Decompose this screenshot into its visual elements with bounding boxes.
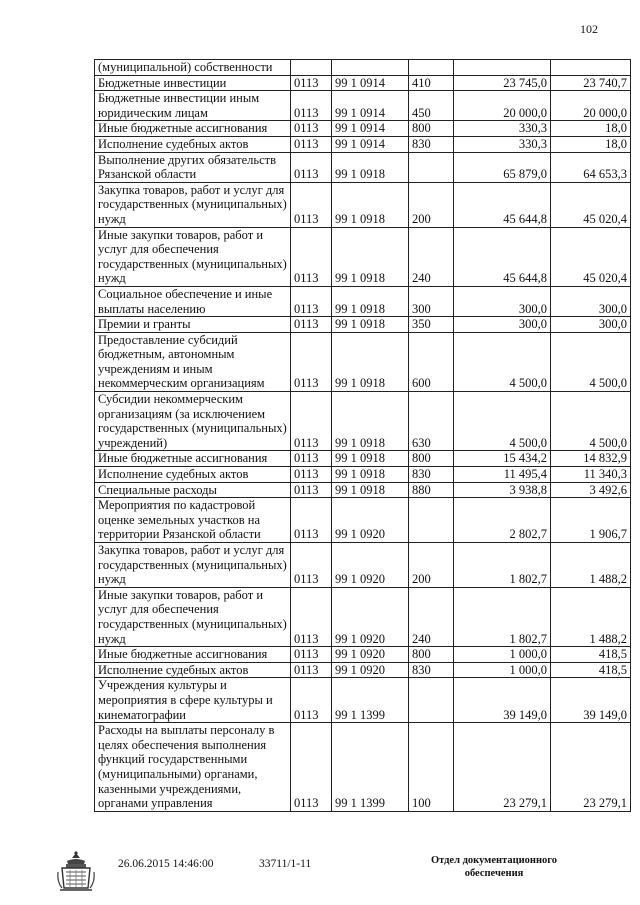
row-name: Выполнение других обязательств Рязанской области xyxy=(95,152,291,182)
table-row xyxy=(95,182,631,227)
row-amount-executed: 418,5 xyxy=(551,647,631,663)
row-section: 0113 xyxy=(291,286,332,316)
row-name: Иные закупки товаров, работ и услуг для обеспечения государственных (муниципальных) нужд xyxy=(95,587,291,646)
row-amount-executed: 1 488,2 xyxy=(551,587,631,646)
row-type xyxy=(409,498,454,543)
row-section: 0113 xyxy=(291,543,332,588)
row-amount-planned: 23 745,0 xyxy=(454,75,551,91)
row-section: 0113 xyxy=(291,662,332,678)
row-article: 99 1 0914 xyxy=(332,75,409,91)
row-article: 99 1 0918 xyxy=(332,482,409,498)
row-amount-planned: 3 938,8 xyxy=(454,482,551,498)
row-type: 800 xyxy=(409,451,454,467)
row-section: 0113 xyxy=(291,482,332,498)
row-section: 0113 xyxy=(291,75,332,91)
row-amount-executed: 418,5 xyxy=(551,662,631,678)
row-section xyxy=(291,60,332,76)
row-article: 99 1 0920 xyxy=(332,647,409,663)
row-article xyxy=(332,60,409,76)
row-amount-executed: 1 906,7 xyxy=(551,498,631,543)
row-article: 99 1 0914 xyxy=(332,136,409,152)
row-name: Учреждения культуры и мероприятия в сфере культуры и кинематографии xyxy=(95,678,291,723)
row-section: 0113 xyxy=(291,136,332,152)
table-row xyxy=(95,662,631,678)
row-article: 99 1 0920 xyxy=(332,543,409,588)
row-section: 0113 xyxy=(291,152,332,182)
table-row xyxy=(95,723,631,812)
row-article: 99 1 0918 xyxy=(332,392,409,451)
row-section: 0113 xyxy=(291,91,332,121)
row-type: 600 xyxy=(409,332,454,391)
row-name: Предоставление субсидий бюджетным, автономным учреждениям и иным некоммерческим организациям xyxy=(95,332,291,391)
row-name: Исполнение судебных актов xyxy=(95,136,291,152)
row-section: 0113 xyxy=(291,182,332,227)
page-footer xyxy=(0,850,640,900)
row-article: 99 1 1399 xyxy=(332,678,409,723)
row-amount-executed: 4 500,0 xyxy=(551,392,631,451)
row-article: 99 1 0920 xyxy=(332,662,409,678)
row-type: 200 xyxy=(409,182,454,227)
row-type: 830 xyxy=(409,136,454,152)
row-amount-planned: 45 644,8 xyxy=(454,182,551,227)
row-section: 0113 xyxy=(291,227,332,286)
table-row xyxy=(95,498,631,543)
table-row xyxy=(95,227,631,286)
row-amount-planned: 20 000,0 xyxy=(454,91,551,121)
row-article: 99 1 0914 xyxy=(332,121,409,137)
row-section: 0113 xyxy=(291,332,332,391)
row-amount-planned: 300,0 xyxy=(454,317,551,333)
row-article: 99 1 0918 xyxy=(332,332,409,391)
row-type: 800 xyxy=(409,121,454,137)
row-article: 99 1 1399 xyxy=(332,723,409,812)
row-name: Иные бюджетные ассигнования xyxy=(95,451,291,467)
row-amount-planned: 330,3 xyxy=(454,121,551,137)
row-type: 300 xyxy=(409,286,454,316)
row-name: Бюджетные инвестиции иным юридическим лицам xyxy=(95,91,291,121)
table-row xyxy=(95,75,631,91)
row-name: Расходы на выплаты персоналу в целях обеспечения выполнения функций государственными (муниципальными) органами, казенными учреждениями, органами управления xyxy=(95,723,291,812)
footer-department-line1: Отдел документационного xyxy=(430,855,558,866)
row-amount-executed: 45 020,4 xyxy=(551,227,631,286)
row-amount-executed: 1 488,2 xyxy=(551,543,631,588)
row-amount-executed: 300,0 xyxy=(551,317,631,333)
row-amount-planned: 11 495,4 xyxy=(454,467,551,483)
row-type: 630 xyxy=(409,392,454,451)
row-section: 0113 xyxy=(291,467,332,483)
footer-code: 33711/1-11 xyxy=(259,858,312,870)
table-row xyxy=(95,647,631,663)
row-section: 0113 xyxy=(291,498,332,543)
row-article: 99 1 0918 xyxy=(332,182,409,227)
row-name: (муниципальной) собственности xyxy=(95,60,291,76)
row-name: Исполнение судебных актов xyxy=(95,662,291,678)
row-article: 99 1 0918 xyxy=(332,467,409,483)
row-amount-executed: 3 492,6 xyxy=(551,482,631,498)
row-section: 0113 xyxy=(291,587,332,646)
table-row xyxy=(95,543,631,588)
row-type: 240 xyxy=(409,587,454,646)
row-section: 0113 xyxy=(291,723,332,812)
row-article: 99 1 0918 xyxy=(332,227,409,286)
row-amount-planned: 65 879,0 xyxy=(454,152,551,182)
row-amount-executed: 23 279,1 xyxy=(551,723,631,812)
row-article: 99 1 0920 xyxy=(332,587,409,646)
table-row xyxy=(95,136,631,152)
table-row xyxy=(95,451,631,467)
row-name: Премии и гранты xyxy=(95,317,291,333)
row-amount-planned: 4 500,0 xyxy=(454,332,551,391)
footer-date: 26.06.2015 14:46:00 xyxy=(118,858,214,870)
row-amount-planned: 1 000,0 xyxy=(454,647,551,663)
row-type xyxy=(409,152,454,182)
budget-table-body xyxy=(95,60,631,812)
row-article: 99 1 0918 xyxy=(332,286,409,316)
row-type: 800 xyxy=(409,647,454,663)
table-row xyxy=(95,286,631,316)
row-amount-planned: 2 802,7 xyxy=(454,498,551,543)
row-type: 240 xyxy=(409,227,454,286)
row-amount-executed: 20 000,0 xyxy=(551,91,631,121)
row-article: 99 1 0918 xyxy=(332,317,409,333)
row-amount-planned: 15 434,2 xyxy=(454,451,551,467)
row-name: Исполнение судебных актов xyxy=(95,467,291,483)
row-section: 0113 xyxy=(291,451,332,467)
row-section: 0113 xyxy=(291,317,332,333)
table-row xyxy=(95,60,631,76)
row-name: Субсидии некоммерческим организациям (за исключением государственных (муниципальных) учреждений) xyxy=(95,392,291,451)
row-name: Мероприятия по кадастровой оценке земельных участков на территории Рязанской области xyxy=(95,498,291,543)
table-row xyxy=(95,91,631,121)
footer-department xyxy=(414,854,574,880)
footer-department-line2: обеспечения xyxy=(464,868,524,879)
row-amount-planned xyxy=(454,60,551,76)
row-type: 450 xyxy=(409,91,454,121)
row-type: 100 xyxy=(409,723,454,812)
row-type: 410 xyxy=(409,75,454,91)
row-section: 0113 xyxy=(291,392,332,451)
row-amount-executed: 4 500,0 xyxy=(551,332,631,391)
row-amount-executed: 300,0 xyxy=(551,286,631,316)
row-amount-executed: 14 832,9 xyxy=(551,451,631,467)
row-section: 0113 xyxy=(291,678,332,723)
row-amount-executed: 11 340,3 xyxy=(551,467,631,483)
row-section: 0113 xyxy=(291,121,332,137)
table-row xyxy=(95,332,631,391)
row-amount-planned: 23 279,1 xyxy=(454,723,551,812)
row-amount-executed: 23 740,7 xyxy=(551,75,631,91)
row-amount-planned: 300,0 xyxy=(454,286,551,316)
row-article: 99 1 0918 xyxy=(332,152,409,182)
row-amount-executed: 18,0 xyxy=(551,121,631,137)
row-amount-executed: 45 020,4 xyxy=(551,182,631,227)
row-amount-executed: 64 653,3 xyxy=(551,152,631,182)
table-row xyxy=(95,392,631,451)
row-name: Бюджетные инвестиции xyxy=(95,75,291,91)
row-type: 200 xyxy=(409,543,454,588)
row-section: 0113 xyxy=(291,647,332,663)
table-row xyxy=(95,121,631,137)
budget-table xyxy=(94,59,631,812)
row-type: 830 xyxy=(409,467,454,483)
row-name: Иные бюджетные ассигнования xyxy=(95,121,291,137)
row-name: Социальное обеспечение и иные выплаты населению xyxy=(95,286,291,316)
row-name: Иные закупки товаров, работ и услуг для обеспечения государственных (муниципальных) нужд xyxy=(95,227,291,286)
row-article: 99 1 0914 xyxy=(332,91,409,121)
table-row xyxy=(95,482,631,498)
row-name: Иные бюджетные ассигнования xyxy=(95,647,291,663)
row-type xyxy=(409,678,454,723)
row-name: Закупка товаров, работ и услуг для государственных (муниципальных) нужд xyxy=(95,182,291,227)
row-amount-planned: 330,3 xyxy=(454,136,551,152)
row-article: 99 1 0920 xyxy=(332,498,409,543)
row-article: 99 1 0918 xyxy=(332,451,409,467)
table-row xyxy=(95,467,631,483)
row-type: 880 xyxy=(409,482,454,498)
page-number: 102 xyxy=(580,22,598,36)
row-type: 350 xyxy=(409,317,454,333)
row-amount-planned: 4 500,0 xyxy=(454,392,551,451)
row-amount-planned: 1 802,7 xyxy=(454,543,551,588)
table-row xyxy=(95,678,631,723)
row-amount-planned: 1 000,0 xyxy=(454,662,551,678)
row-amount-executed xyxy=(551,60,631,76)
row-amount-planned: 45 644,8 xyxy=(454,227,551,286)
row-name: Закупка товаров, работ и услуг для государственных (муниципальных) нужд xyxy=(95,543,291,588)
coat-of-arms-icon xyxy=(56,850,96,894)
table-row xyxy=(95,152,631,182)
table-row xyxy=(95,317,631,333)
row-amount-planned: 39 149,0 xyxy=(454,678,551,723)
row-type xyxy=(409,60,454,76)
row-amount-planned: 1 802,7 xyxy=(454,587,551,646)
row-type: 830 xyxy=(409,662,454,678)
table-row xyxy=(95,587,631,646)
row-amount-executed: 18,0 xyxy=(551,136,631,152)
row-name: Специальные расходы xyxy=(95,482,291,498)
row-amount-executed: 39 149,0 xyxy=(551,678,631,723)
